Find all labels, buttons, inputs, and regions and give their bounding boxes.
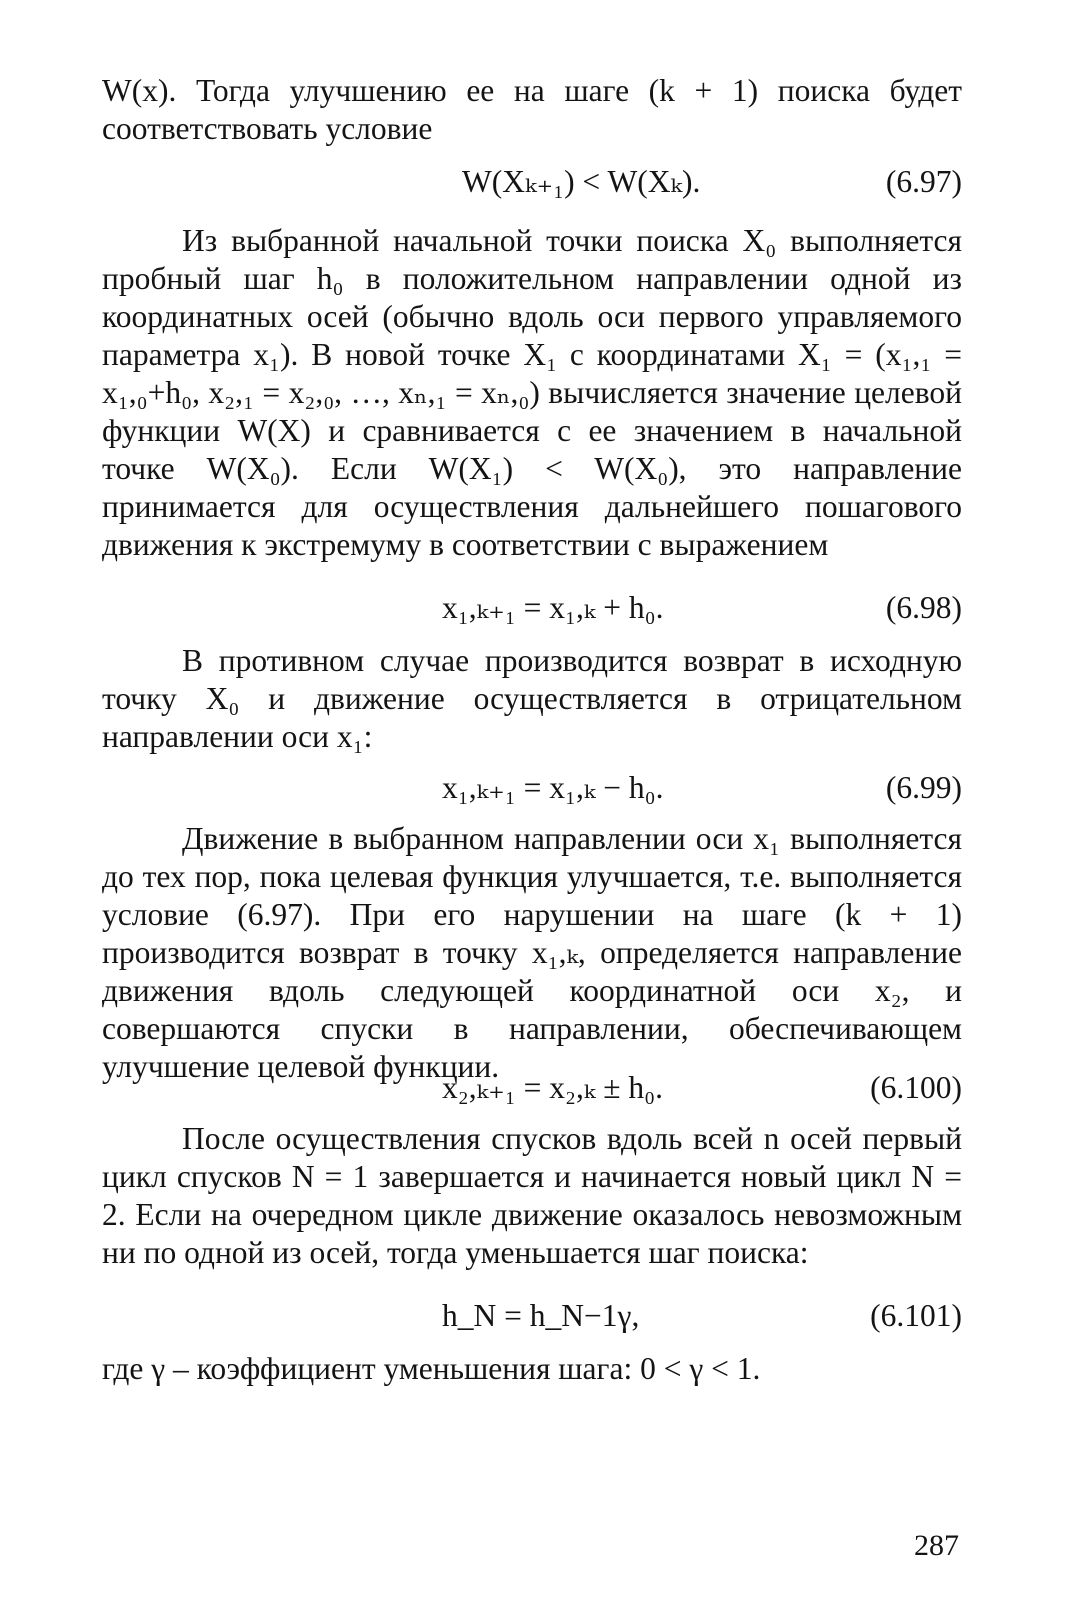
paragraph-text: W(x). Тогда улучшению ее на шаге (k + 1) поиска будет соответствовать условие [102, 73, 962, 146]
formula-expression: W(Xₖ₊₁) < W(Xₖ). [462, 164, 701, 199]
paragraph-intro [102, 72, 962, 148]
formula-expression: x₁,ₖ₊₁ = x₁,ₖ − h₀. [442, 770, 664, 805]
paragraph-text: Из выбранной начальной точки поиска X₀ выполняется пробный шаг h₀ в положительном направлении одной из координатных осей (обычно вдоль оси первого управляемого параметра x₁). В новой точке X₁ с координатами X₁ = (x₁,₁ = x₁,₀+h₀, x₂,₁ = x₂,₀, …, xₙ,₁ = xₙ,₀) вычисляется значение целевой функции W(X) и сравнивается с ее значением в начальной точке W(X₀). Если W(X₁) < W(X₀), это направление принимается для осуществления дальнейшего пошагового движения к экстремуму в соответствии с выражением [102, 223, 962, 562]
page-number: 287 [914, 1529, 959, 1562]
paragraph-return [102, 642, 962, 756]
equation-number: (6.100) [870, 1070, 962, 1105]
paragraph-text: где γ – коэффициент уменьшения шага: 0 < γ < 1. [102, 1351, 761, 1386]
paragraph-text: Движение в выбранном направлении оси x₁ выполняется до тех пор, пока целевая функция улучшается, т.е. выполняется условие (6.97). При его нарушении на шаге (k + 1) производится возврат в точку x₁,ₖ, определяется направление движения вдоль следующей координатной оси x₂, и совершаются спуски в направлении, обеспечивающем улучшение целевой функции. [102, 821, 962, 1084]
formula-6-98 [102, 588, 962, 628]
formula-expression: h_N = h_N−1γ, [442, 1298, 640, 1333]
paragraph-text: После осуществления спусков вдоль всей n осей первый цикл спусков N = 1 завершается и начинается новый цикл N = 2. Если на очередном цикле движение оказалось невозможным ни по одной из осей, тогда уменьшается шаг поиска: [102, 1121, 962, 1270]
formula-expression: x₂,ₖ₊₁ = x₂,ₖ ± h₀. [442, 1070, 663, 1105]
paragraph-gamma [102, 1350, 962, 1388]
equation-number: (6.101) [870, 1298, 962, 1333]
paragraph-cycle [102, 1120, 962, 1272]
equation-number: (6.98) [885, 590, 962, 625]
formula-expression: x₁,ₖ₊₁ = x₁,ₖ + h₀. [442, 590, 664, 625]
paragraph-text: В противном случае производится возврат в исходную точку X₀ и движение осуществляется в отрицательном направлении оси x₁: [102, 643, 962, 754]
equation-number: (6.99) [885, 770, 962, 805]
formula-6-97 [102, 162, 962, 202]
paragraph-movement [102, 820, 962, 1086]
equation-number: (6.97) [885, 164, 962, 199]
paragraph-search-step [102, 222, 962, 564]
formula-6-99 [102, 768, 962, 808]
formula-6-100 [102, 1068, 962, 1108]
formula-6-101 [102, 1296, 962, 1336]
